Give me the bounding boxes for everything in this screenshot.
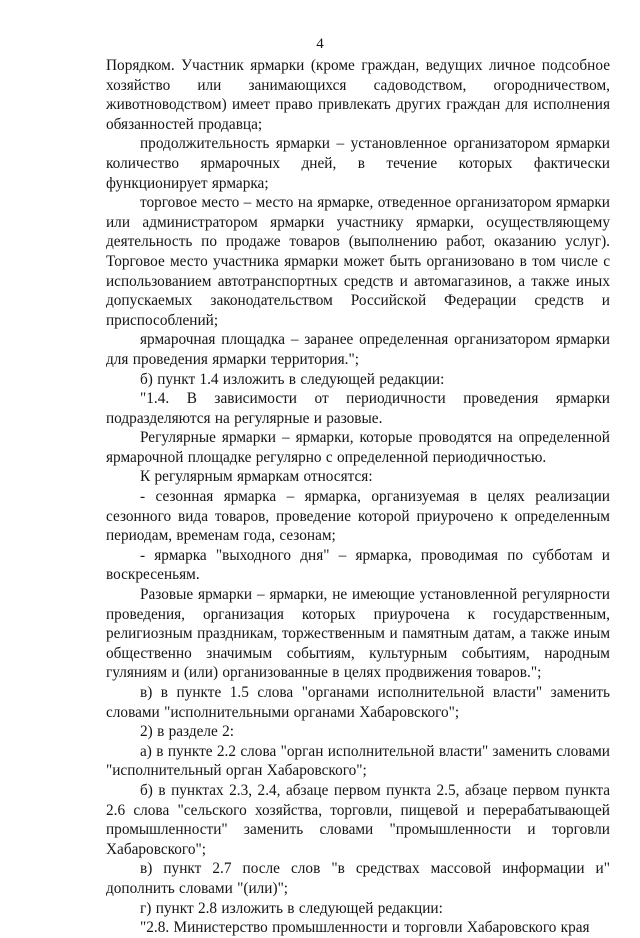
- paragraph-12: в) в пункте 1.5 слова "органами исполнительной власти" заменить словами "исполнительными органами Хабаровского";: [106, 684, 610, 721]
- paragraph-6: "1.4. В зависимости от периодичности проведения ярмарки подразделяются на регулярные и разовые.: [106, 390, 610, 427]
- paragraph-8: К регулярным ярмаркам относятся:: [140, 468, 373, 486]
- document-body: [106, 56, 610, 938]
- paragraph-17: г) пункт 2.8 изложить в следующей редакции:: [140, 899, 443, 917]
- paragraph-13: 2) в разделе 2:: [140, 723, 235, 741]
- paragraph-15: б) в пунктах 2.3, 2.4, абзаце первом пункта 2.5, абзаце первом пункта 2.6 слова "сельского хозяйства, торговли, пищевой и перерабатывающей промышленности" заменить словами "промышленности и торговли Хабаровского";: [106, 781, 610, 858]
- paragraph-1: Порядком. Участник ярмарки (кроме граждан, ведущих личное подсобное хозяйство или занимающихся садоводством, огородничеством, животноводством) имеет право привлекать других граждан для исполнения обязанностей продавца;: [106, 57, 610, 133]
- paragraph-10: - ярмарка "выходного дня" – ярмарка, проводимая по субботам и воскресеньям.: [106, 546, 610, 584]
- paragraph-18: "2.8. Министерство промышленности и торговли Хабаровского края: [140, 919, 590, 937]
- paragraph-14: а) в пункте 2.2 слова "орган исполнительной власти" заменить словами "исполнительный орган Хабаровского";: [106, 742, 610, 780]
- paragraph-11: Разовые ярмарки – ярмарки, не имеющие установленной регулярности проведения, организация которых приурочена к государственным, религиозным праздникам, торжественным и памятным датам, а также иным общественно значимым событиям, культурным событиям, народным гуляниям и (или) организованные в целях продвижения товаров.";: [106, 586, 610, 682]
- paragraph-5: б) пункт 1.4 изложить в следующей редакции:: [140, 370, 445, 388]
- paragraph-2: продолжительность ярмарки – установленное организатором ярмарки количество ярмарочных дней, в течение которых фактически функционирует ярмарка;: [106, 135, 610, 192]
- paragraph-4: ярмарочная площадка – заранее определенная организатором ярмарки для проведения ярмарки территория.";: [106, 331, 610, 368]
- page-number: 4: [316, 36, 324, 52]
- paragraph-16: в) пункт 2.7 после слов "в средствах массовой информации и" дополнить словами "(или)";: [106, 860, 610, 897]
- paragraph-3: торговое место – место на ярмарке, отведенное организатором ярмарки или администратором ярмарки участнику ярмарки, осуществляющему деятельность по продаже товаров (выполнению работ, оказанию услуг). Торговое место участника ярмарки может быть организовано в том числе с использованием автотранспортных средств и автомагазинов, а также иных допускаемых законодательством Российской Федерации средств и приспособлений;: [106, 194, 610, 329]
- paragraph-7: Регулярные ярмарки – ярмарки, которые проводятся на определенной ярмарочной площадке регулярно с определенной периодичностью.: [106, 429, 610, 466]
- paragraph-9: - сезонная ярмарка – ярмарка, организуемая в целях реализации сезонного вида товаров, проведение которой приурочено к определенным периодам, временам года, сезонам;: [106, 488, 610, 545]
